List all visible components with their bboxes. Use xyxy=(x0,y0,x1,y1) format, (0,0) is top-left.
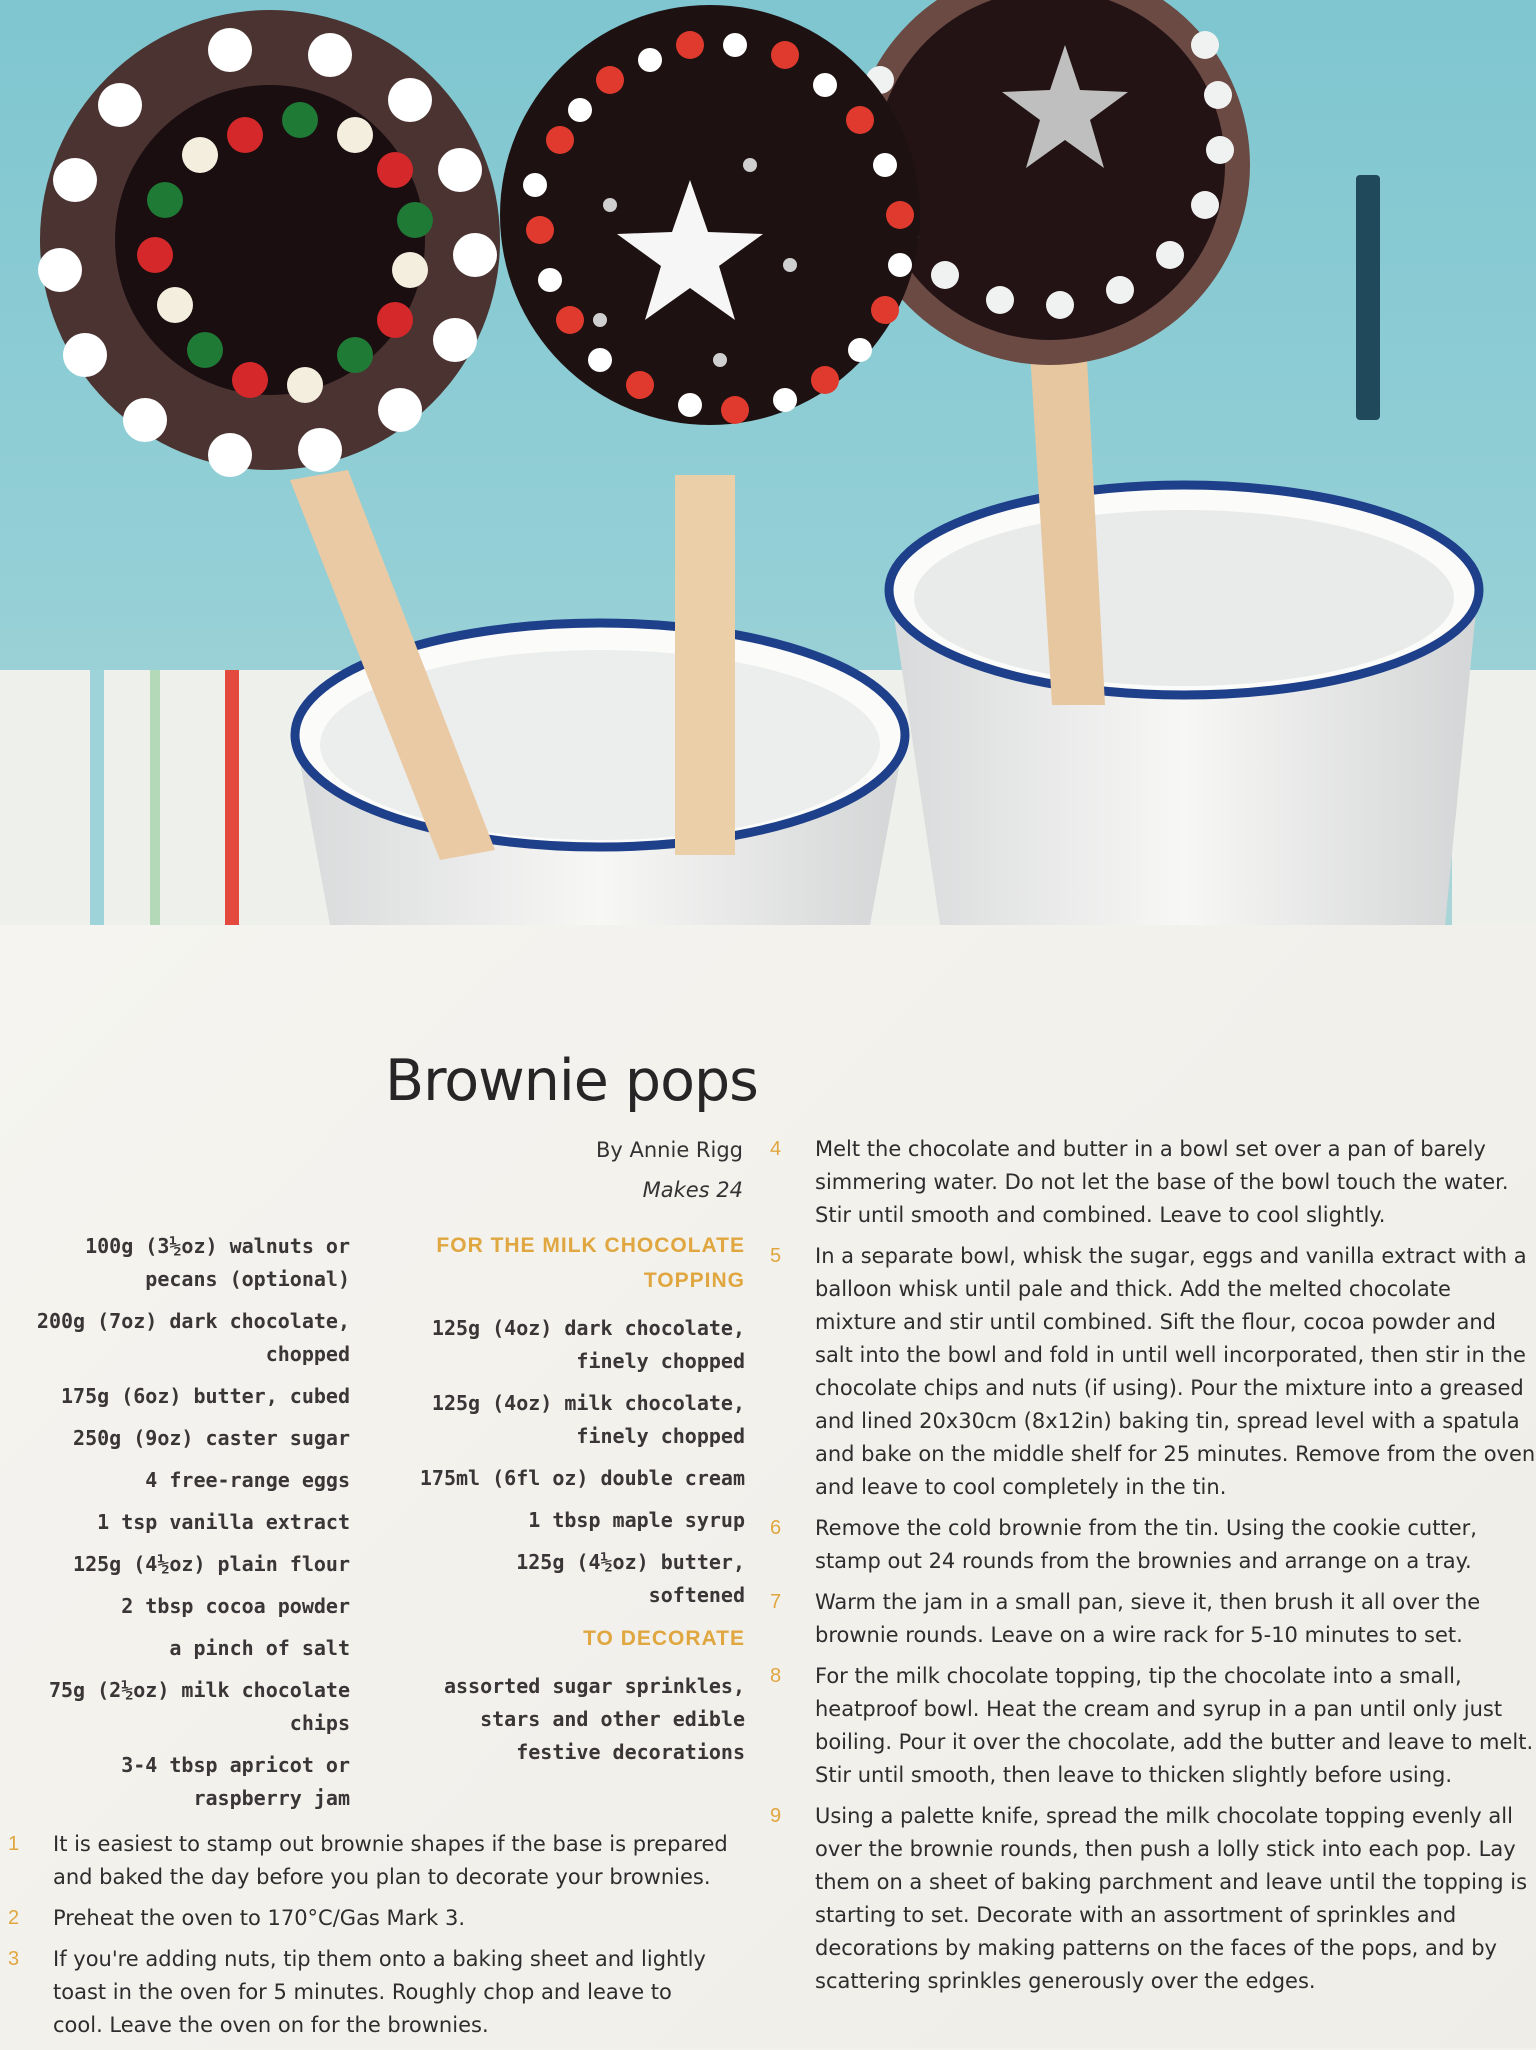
ingredient-item: 125g (4oz) dark chocolate, finely chopped xyxy=(431,1316,745,1373)
ingredients-column-topping xyxy=(410,1228,745,1778)
step-text: Warm the jam in a small pan, sieve it, then brush it all over the brownie rounds. Leave on a wire rack for 5-10 minutes to set. xyxy=(815,1590,1481,1647)
step-number: 6 xyxy=(770,1517,782,1539)
method-step xyxy=(770,1660,1536,1792)
ingredient-item: 75g (2½oz) milk chocolate chips xyxy=(48,1678,350,1735)
decorate-heading: TO DECORATE xyxy=(583,1627,745,1650)
step-number: 4 xyxy=(770,1138,782,1160)
decorate-list xyxy=(410,1670,745,1769)
step-text: In a separate bowl, whisk the sugar, eggs and vanilla extract with a balloon whisk until pale and thick. Add the melted chocolate mixture and stir until combined. Sift the flour, cocoa powder and salt into the bowl and fold in until well incorporated, then stir in the chocolate chips and nuts (if using). Pour the mixture into a greased and lined 20x30cm (8x12in) baking tin, spread level with a spatula and bake on the middle shelf for 25 minutes. Remove from the oven and leave to cool completely in the tin. xyxy=(815,1244,1536,1499)
hero-photo xyxy=(0,0,1536,925)
topping-heading: FOR THE MILK CHOCOLATE TOPPING xyxy=(436,1234,745,1292)
ingredient-item: assorted sugar sprinkles, stars and other edible festive decorations xyxy=(443,1674,745,1764)
method-step xyxy=(770,1240,1536,1504)
step-text: It is easiest to stamp out brownie shapes if the base is prepared and baked the day before you plan to decorate your brownies. xyxy=(53,1832,728,1889)
step-number: 1 xyxy=(8,1833,20,1855)
method-step xyxy=(770,1800,1536,1998)
ingredient-item: 2 tbsp cocoa powder xyxy=(121,1594,350,1618)
ingredient-item: 200g (7oz) dark chocolate, chopped xyxy=(36,1309,350,1366)
method-step xyxy=(770,1512,1536,1578)
ingredient-item: 100g (3½oz) walnuts or pecans (optional) xyxy=(85,1234,350,1291)
ingredient-item: a pinch of salt xyxy=(169,1636,350,1660)
ingredient-item: 175g (6oz) butter, cubed xyxy=(61,1384,350,1408)
method-step xyxy=(770,1586,1536,1652)
step-number: 9 xyxy=(770,1805,782,1827)
ingredient-item: 3-4 tbsp apricot or raspberry jam xyxy=(121,1753,350,1810)
method-steps-left xyxy=(8,1828,728,2050)
ingredient-item: 125g (4½oz) plain flour xyxy=(73,1552,350,1576)
ingredient-item: 175ml (6fl oz) double cream xyxy=(419,1466,745,1490)
recipe-author: By Annie Rigg xyxy=(595,1138,743,1162)
step-text: Remove the cold brownie from the tin. Using the cookie cutter, stamp out 24 rounds from the brownies and arrange on a tray. xyxy=(815,1516,1477,1573)
ingredient-item: 250g (9oz) caster sugar xyxy=(73,1426,350,1450)
step-text: Melt the chocolate and butter in a bowl set over a pan of barely simmering water. Do not let the base of the bowl touch the water. Stir until smooth and combined. Leave to cool slightly. xyxy=(815,1137,1509,1227)
step-number: 8 xyxy=(770,1665,782,1687)
recipe-title: Brownie pops xyxy=(385,1048,758,1114)
ingredient-item: 1 tsp vanilla extract xyxy=(97,1510,350,1534)
step-text: If you're adding nuts, tip them onto a baking sheet and lightly toast in the oven for 5 minutes. Roughly chop and leave to cool. Leave the oven on for the brownies. xyxy=(53,1947,706,2037)
topping-list xyxy=(410,1312,745,1612)
step-number: 2 xyxy=(8,1907,20,1929)
ingredient-item: 125g (4oz) milk chocolate, finely chopped xyxy=(431,1391,745,1448)
method-step xyxy=(8,1828,728,1894)
method-step xyxy=(8,1943,728,2042)
method-step xyxy=(8,1902,728,1935)
method-steps-right xyxy=(770,1133,1536,2006)
brownie-pops-photo xyxy=(0,0,1536,925)
ingredients-list-main xyxy=(30,1230,350,1824)
step-number: 5 xyxy=(770,1245,782,1267)
ingredient-item: 4 free-range eggs xyxy=(145,1468,350,1492)
step-number: 7 xyxy=(770,1591,782,1613)
step-text: Using a palette knife, spread the milk chocolate topping evenly all over the brownie rounds, then push a lolly stick into each pop. Lay them on a sheet of baking parchment and leave until the topping is starting to set. Decorate with an assortment of sprinkles and decorations by making patterns on the faces of the pops, and by scattering sprinkles generously over the edges. xyxy=(815,1804,1528,1993)
step-text: For the milk chocolate topping, tip the chocolate into a small, heatproof bowl. Heat the cream and syrup in a pan until only just boiling. Pour it over the chocolate, add the butter and leave to melt. Stir until smooth, then leave to thicken slightly before using. xyxy=(815,1664,1534,1787)
step-number: 3 xyxy=(8,1948,20,1970)
recipe-yield: Makes 24 xyxy=(642,1178,743,1202)
method-step xyxy=(770,1133,1536,1232)
step-text: Preheat the oven to 170°C/Gas Mark 3. xyxy=(53,1906,466,1930)
ingredient-item: 1 tbsp maple syrup xyxy=(528,1508,745,1532)
ingredient-item: 125g (4½oz) butter, softened xyxy=(516,1550,745,1607)
